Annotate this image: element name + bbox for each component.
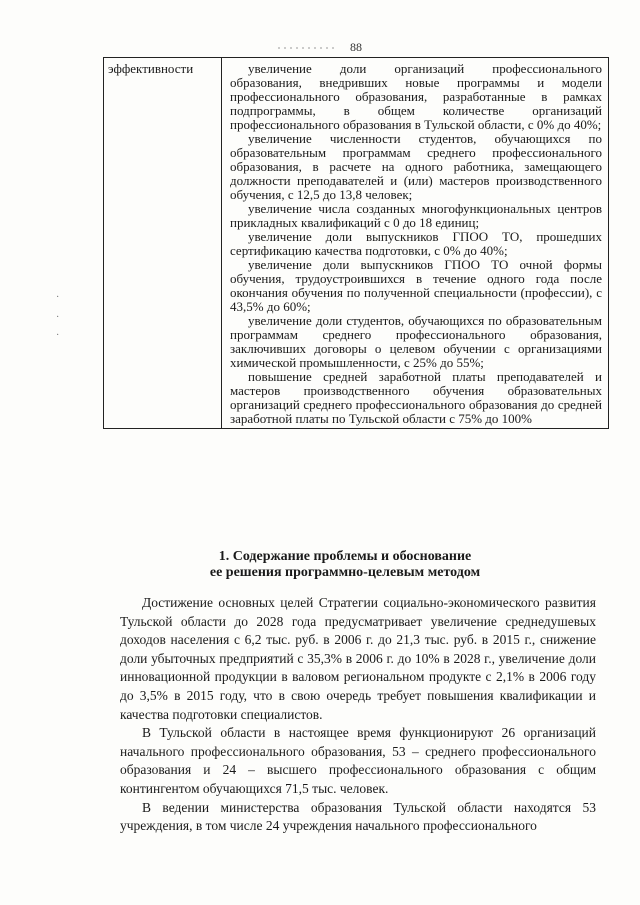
indicator-item: увеличение доли организаций профессионального образования, внедривших новые программы и модели профессионального образования, разработанные в рамках подпрограммы, в общем количестве организаций профессионального образования в Тульской области, с 0% до 40%;	[230, 61, 602, 132]
indicator-item: увеличение численности студентов, обучающихся по образовательным программам среднего профессионального образования, в расчете на одного работника, замещающего должности преподавателей и (или) мастеров производственного обучения, с 12,5 до 13,8 человек;	[230, 131, 602, 202]
indicator-item: увеличение доли студентов, обучающихся по образовательным программам среднего профессионального образования, заключивших договоры о целевом обучении с организациями химической промышленности, с 25% до 55%;	[230, 313, 602, 370]
page-number: 88	[350, 40, 362, 54]
indicator-item: увеличение числа созданных многофункциональных центров прикладных квалификаций с 0 до 18 единиц;	[230, 201, 602, 230]
section-heading	[160, 549, 530, 581]
paragraph: В Тульской области в настоящее время функционируют 26 организаций начального профессионального образования, 53 – среднего профессионального образования и 24 – высшего профессионального образования с общим контингентом обучающихся 71,5 тыс. человек.	[120, 725, 596, 796]
table-value-cell	[222, 58, 609, 429]
indicator-item: увеличение доли выпускников ГПОО ТО очной формы обучения, трудоустроившихся в течение одного года после окончания обучения по полученной специальности (профессии), с 43,5% до 60%;	[230, 257, 602, 314]
scan-noise	[278, 47, 338, 49]
paragraph: Достижение основных целей Стратегии социально-экономического развития Тульской области до 2028 года предусматривает увеличение среднедушевых доходов населения с 6,2 тыс. руб. в 2006 г. до 21,3 тыс. руб. в 2015 г., снижение доли убыточных предприятий с 35,3% в 2006 г. до 10% в 2028 г., увеличение доли инновационной продукции в валовом региональном продукте с 2,1% в 2006 году до 3,5% в 2015 году, что в свою очередь требует повышения квалификации и качества подготовки специалистов.	[120, 595, 596, 722]
paragraph: В ведении министерства образования Тульской области находятся 53 учреждения, в том числе 24 учреждения начального профессионального	[120, 799, 596, 834]
table-row	[104, 58, 609, 429]
margin-mark: ·	[56, 292, 60, 303]
margin-mark: ·	[56, 330, 60, 341]
body-text	[120, 594, 596, 836]
table-label-cell: эффективности	[104, 58, 222, 429]
margin-mark: ·	[56, 312, 60, 323]
indicators-table	[103, 57, 609, 429]
indicator-item: увеличение доли выпускников ГПОО ТО, прошедших сертификацию качества подготовки, с 0% до 40%;	[230, 229, 602, 258]
indicator-item: повышение средней заработной платы преподавателей и мастеров производственного обучения образовательных организаций среднего профессионального образования до средней заработной платы по Тульской области с 75% до 100%	[230, 369, 602, 426]
heading-line: 1. Содержание проблемы и обоснование	[218, 549, 472, 564]
heading-line: ее решения программно-целевым методом	[209, 565, 481, 580]
